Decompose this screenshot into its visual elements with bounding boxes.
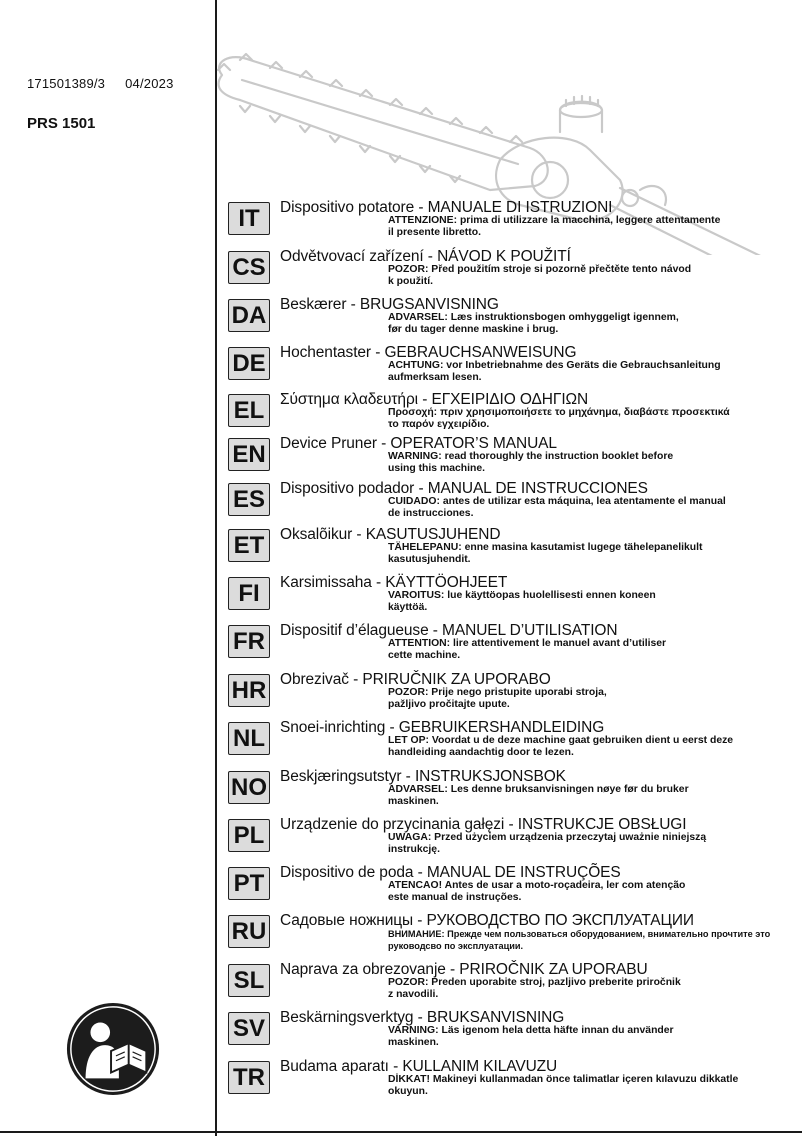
model-name: PRS 1501 [27,115,96,132]
manual-title: Obrezivač - PRIRUČNIK ZA UPORABO [280,671,551,688]
manual-title: Beskjæringsutstyr - INSTRUKSJONSBOK [280,768,566,785]
warning-text: POZOR: Před použitím stroje si pozorně přečtěte tento návod k použití. [388,264,692,288]
language-code-badge: RU [228,915,270,948]
language-row-pl [228,816,798,862]
manual-title: Snoei-inrichting - GEBRUIKERSHANDLEIDING [280,719,605,736]
manual-title: Karsimissaha - KÄYTTÖOHJEET [280,574,508,591]
warning-text: POZOR: Preden uporabite stroj, pazljivo preberite priročnik z navodili. [388,977,681,1001]
warning-text: Προσοχή: πριν χρησιμοποιήσετε το μηχάνημα, διαβάστε προσεκτικά το παρόν εγχειρίδιο. [388,407,730,431]
language-row-ru [228,912,798,958]
read-manual-icon [64,1000,162,1098]
language-code-badge: DA [228,299,270,332]
language-row-es [228,480,798,526]
manual-title: Urządzenie do przycinania gałęzi - INSTRUKCJE OBSŁUGI [280,816,687,833]
manual-title: Dispositivo potatore - MANUALE DI ISTRUZIONI [280,199,613,216]
language-row-da [228,296,798,342]
language-row-el [228,391,798,437]
warning-text: UWAGA: Przed użyciem urządzenia przeczytaj uważnie niniejszą instrukcję. [388,832,707,856]
language-row-hr [228,671,798,717]
warning-text: TÄHELEPANU: enne masina kasutamist lugege tähelepanelikult kasutusjuhendit. [388,542,703,566]
language-row-it [228,199,798,245]
warning-text: VAROITUS: lue käyttöopas huolellisesti ennen koneen käyttöä. [388,590,656,614]
manual-title: Dispositivo de poda - MANUAL DE INSTRUÇÕES [280,864,621,881]
manual-title: Beskærer - BRUGSANVISNING [280,296,499,313]
warning-text: ADVARSEL: Les denne bruksanvisningen nøye før du bruker maskinen. [388,784,689,808]
language-code-badge: CS [228,251,270,284]
warning-text: ATTENTION: lire attentivement le manuel avant d’utiliser cette machine. [388,638,667,662]
language-code-badge: IT [228,202,270,235]
language-row-et [228,526,798,572]
manual-title: Oksalõikur - KASUTUSJUHEND [280,526,501,543]
language-code-badge: HR [228,674,270,707]
manual-title: Hochentaster - GEBRAUCHSANWEISUNG [280,344,577,361]
language-row-en [228,435,798,481]
language-row-de [228,344,798,390]
warning-text: VARNING: Läs igenom hela detta häfte innan du använder maskinen. [388,1025,674,1049]
language-row-no [228,768,798,814]
language-code-badge: NL [228,722,270,755]
bottom-rule [0,1131,802,1133]
warning-text: DİKKAT! Makineyi kullanmadan önce talimatlar içeren kılavuzu dikkatle okuyun. [388,1074,739,1098]
warning-text: ADVARSEL: Læs instruktionsbogen omhyggeligt igennem, før du tager denne maskine i brug. [388,312,679,336]
warning-text: CUIDADO: antes de utilizar esta máquina, lea atentamente el manual de instrucciones. [388,496,726,520]
language-code-badge: PT [228,867,270,900]
language-code-badge: NO [228,771,270,804]
warning-text: ATTENZIONE: prima di utilizzare la macchina, leggere attentamente il presente libretto. [388,215,721,239]
language-row-pt [228,864,798,910]
language-code-badge: TR [228,1061,270,1094]
language-row-fr [228,622,798,668]
language-code-badge: ES [228,483,270,516]
language-row-sl [228,961,798,1007]
warning-text: POZOR: Prije nego pristupite uporabi stroja, pažljivo pročitajte upute. [388,687,607,711]
language-code-badge: ET [228,529,270,562]
manual-title: Σύστημα κλαδευτήρι - ΕΓΧΕΙΡΙΔΙΟ ΟΔΗΓΙΩΝ [280,391,589,408]
document-code [27,76,174,91]
language-code-badge: EL [228,394,270,427]
language-row-tr [228,1058,798,1104]
warning-text: WARNING: read thoroughly the instruction booklet before using this machine. [388,451,674,475]
language-row-cs [228,248,798,294]
language-row-fi [228,574,798,620]
language-code-badge: FI [228,577,270,610]
language-code-badge: SL [228,964,270,997]
warning-text: LET OP: Voordat u de deze machine gaat gebruiken dient u eerst deze handleiding aandachtig door te lezen. [388,735,734,759]
language-row-nl [228,719,798,765]
manual-title: Dispositivo podador - MANUAL DE INSTRUCCIONES [280,480,648,497]
part-number: 171501389/3 [27,76,106,91]
manual-title: Садовые ножницы - РУКОВОДСТВО ПО ЭКСПЛУАТАЦИИ [280,912,694,929]
manual-title: Dispositif d’élagueuse - MANUEL D’UTILISATION [280,622,618,639]
language-code-badge: EN [228,438,270,471]
language-code-badge: PL [228,819,270,852]
warning-text: ACHTUNG: vor Inbetriebnahme des Geräts die Gebrauchsanleitung aufmerksam lesen. [388,360,721,384]
edition-date: 04/2023 [125,76,174,91]
manual-title: Budama aparatı - KULLANIM KILAVUZU [280,1058,558,1075]
language-code-badge: FR [228,625,270,658]
manual-title: Naprava za obrezovanje - PRIROČNIK ZA UPORABU [280,961,648,978]
language-code-badge: SV [228,1012,270,1045]
warning-text: ATENCAO! Antes de usar a moto-roçadeira, ler com atenção este manual de instruções. [388,880,686,904]
manual-title: Odvětvovací zařízení - NÁVOD K POUŽITÍ [280,248,571,265]
warning-text: ВНИМАНИЕ: Прежде чем пользоваться оборудованием, внимательно прочтите это руководсво по эксплуатации. [388,929,771,952]
language-row-sv [228,1009,798,1055]
language-code-badge: DE [228,347,270,380]
manual-title: Device Pruner - OPERATOR’S MANUAL [280,435,557,452]
manual-title: Beskärningsverktyg - BRUKSANVISNING [280,1009,565,1026]
